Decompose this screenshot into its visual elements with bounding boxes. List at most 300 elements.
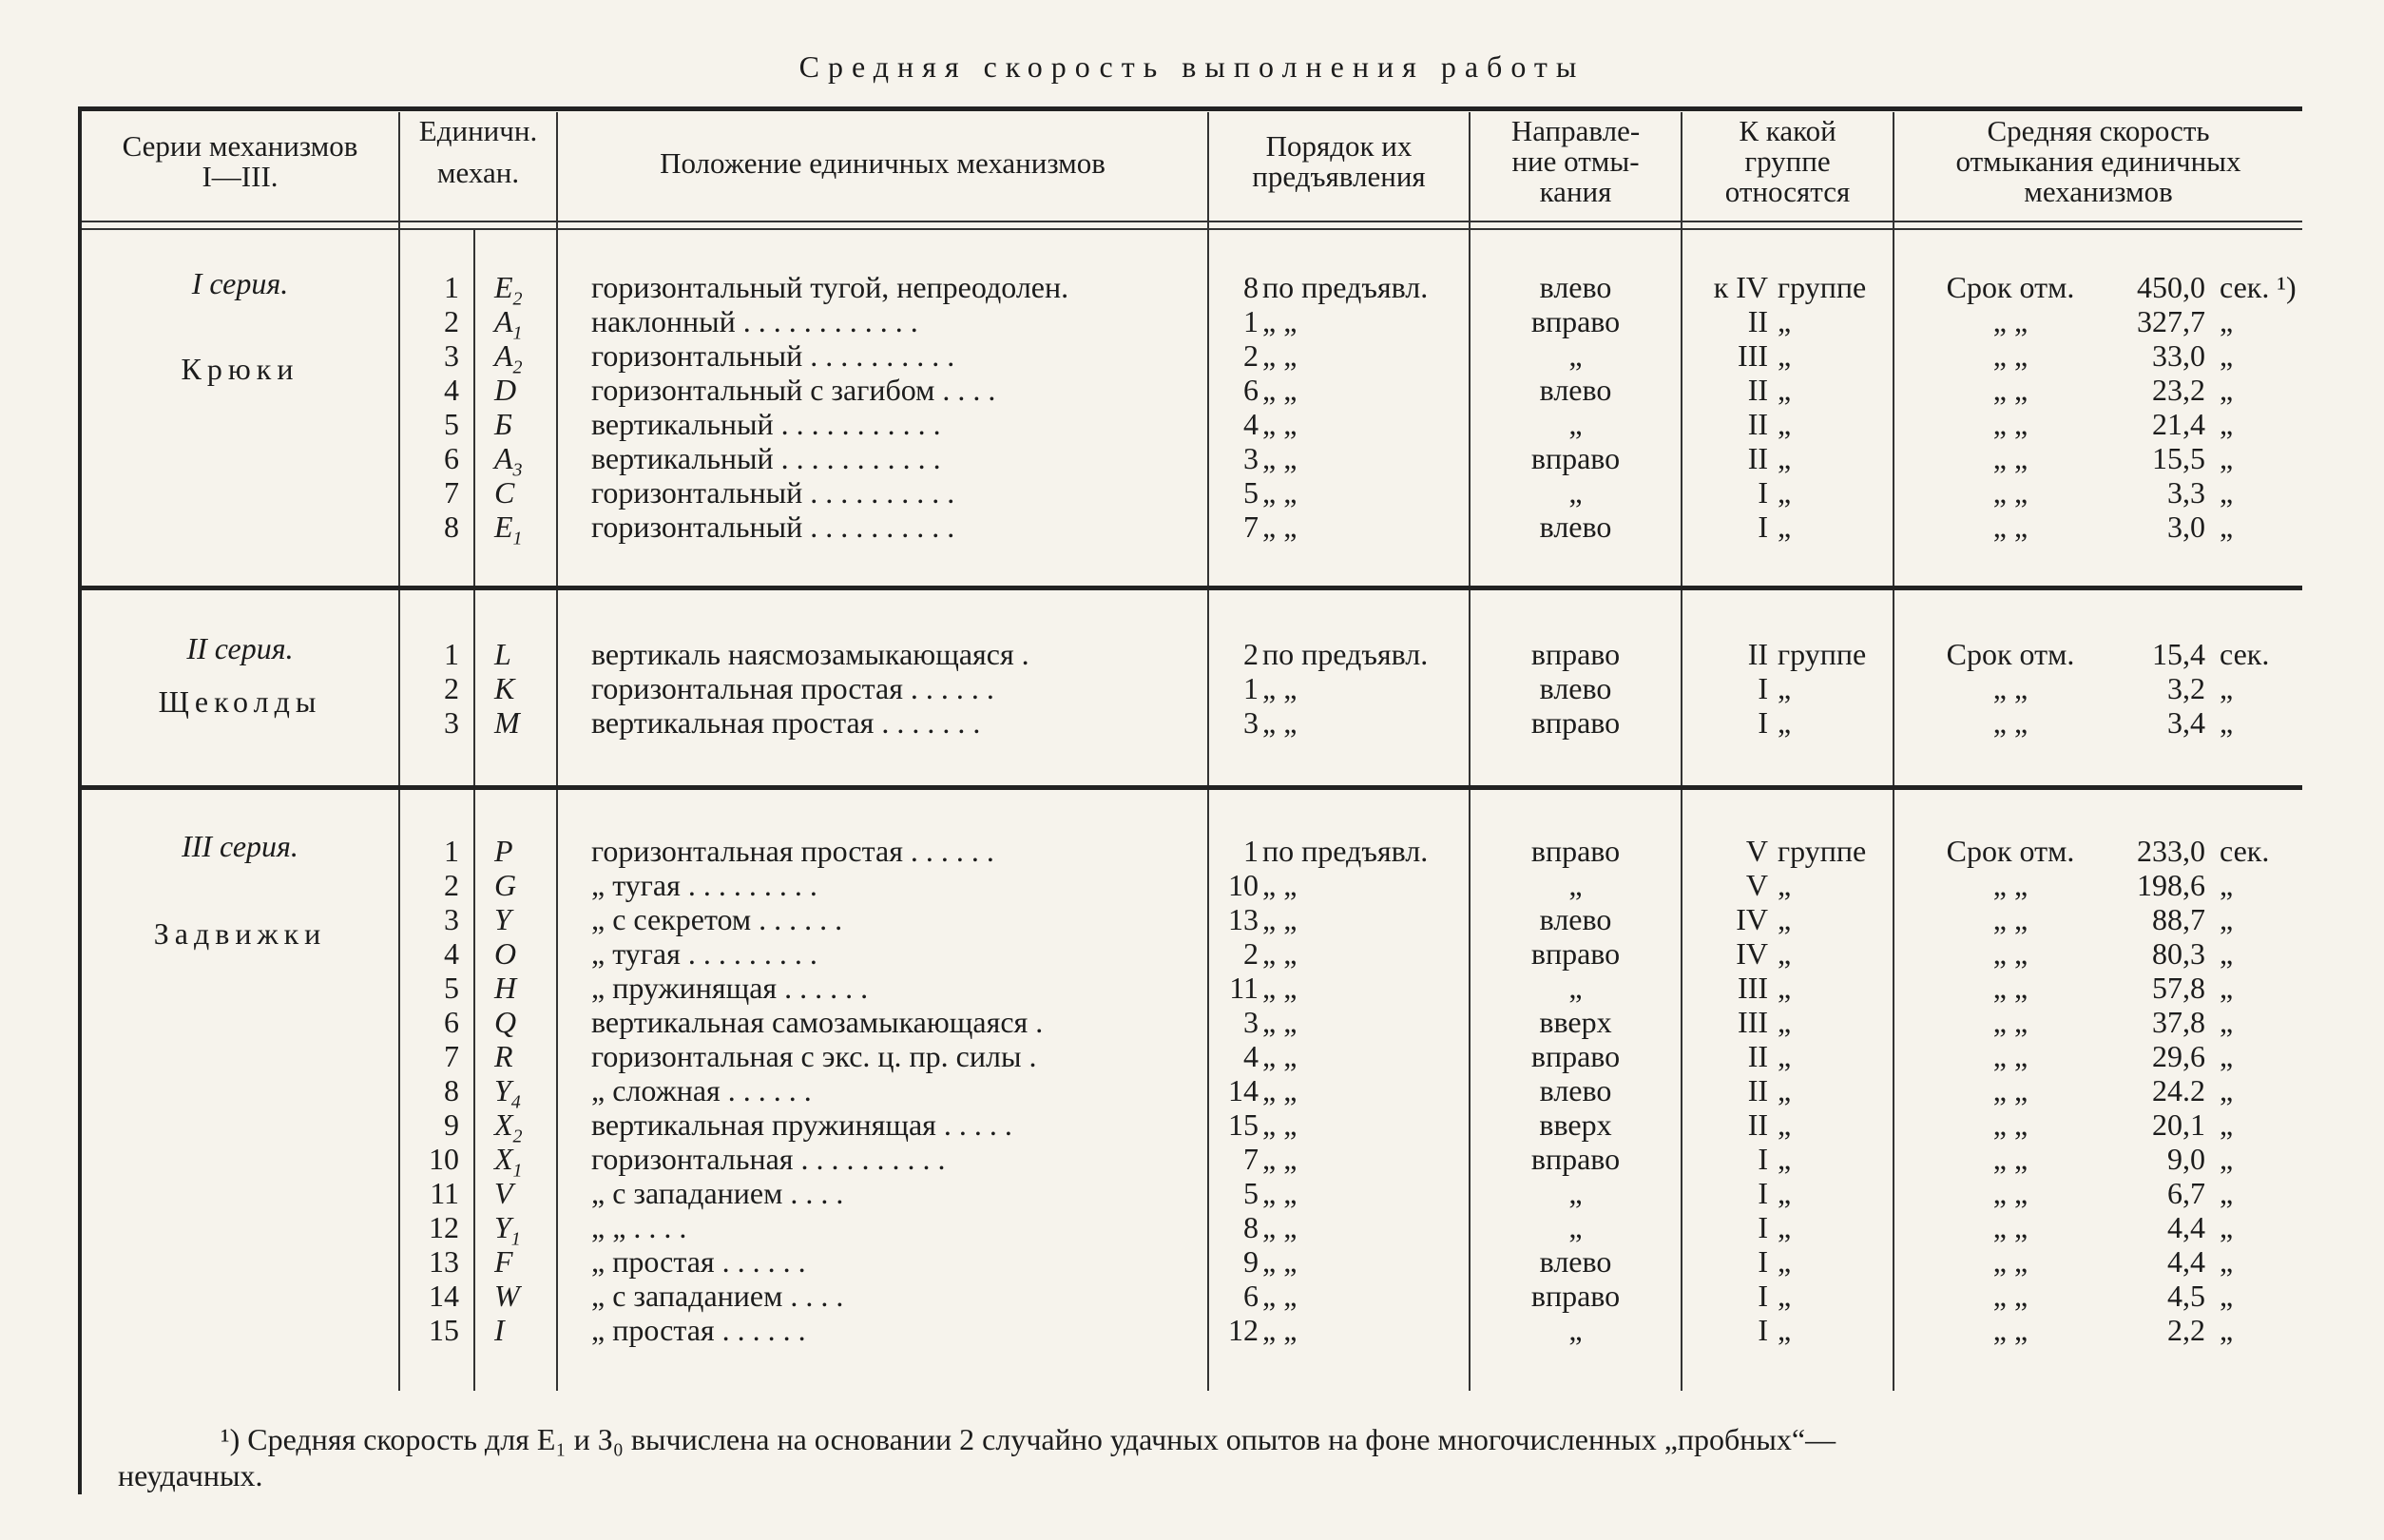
group-text: „	[1778, 475, 1792, 510]
unit-number: 8	[444, 510, 459, 544]
unit-number: 6	[444, 441, 459, 475]
table-row	[0, 1313, 2384, 1347]
unit-number: 5	[444, 971, 459, 1005]
table-row	[0, 971, 2384, 1005]
series-name: I серия.	[191, 266, 289, 300]
mechanism-symbol: $A_3$	[494, 441, 523, 481]
group-number: I	[1758, 1142, 1768, 1176]
order-number: 5	[1243, 475, 1259, 510]
group-number: III	[1738, 971, 1768, 1005]
speed-unit: „	[2220, 1073, 2234, 1107]
header-rule	[82, 228, 2302, 230]
direction-cell: „	[1568, 1210, 1583, 1244]
direction-cell: влево	[1539, 510, 1612, 544]
order-number: 8	[1243, 270, 1259, 304]
speed-value: 29,6	[2152, 1039, 2205, 1073]
speed-value: 3,2	[2167, 671, 2205, 705]
speed-unit: сек.	[2220, 834, 2270, 868]
table-row	[0, 270, 2384, 310]
order-number: 1	[1243, 671, 1259, 705]
position-cell: вертикальная самозамыкающаяся .	[591, 1005, 1044, 1039]
group-text: „	[1778, 1005, 1792, 1039]
speed-value: 33,0	[2152, 338, 2205, 373]
footnote-line: ¹) Средняя скорость для E₁ и З₀ вычислена на основании 2 случайно удачных опытов на фоне многочисленных „пробных“—	[221, 1422, 1836, 1456]
mechanism-symbol: V	[494, 1176, 513, 1210]
group-number: II	[1747, 373, 1768, 407]
unit-number: 13	[429, 1244, 459, 1279]
unit-number: 11	[430, 1176, 459, 1210]
mechanism-subscript: 2	[512, 356, 523, 378]
group-text: группе	[1778, 834, 1867, 868]
table-row	[0, 338, 2384, 378]
speed-unit: „	[2220, 902, 2234, 936]
group-number: I	[1758, 510, 1768, 544]
group-number: I	[1758, 1279, 1768, 1313]
order-number: 4	[1243, 1039, 1259, 1073]
series-label: Щеколды	[158, 684, 322, 719]
unit-number: 10	[429, 1142, 459, 1176]
order-text: „ „	[1262, 1142, 1298, 1176]
table-row	[0, 1176, 2384, 1210]
speed-value: 9,0	[2167, 1142, 2205, 1176]
order-text: „ „	[1262, 1176, 1298, 1210]
group-text: „	[1778, 407, 1792, 441]
position-cell: горизонтальный . . . . . . . . . .	[591, 338, 955, 373]
mechanism-symbol: Y	[494, 902, 511, 936]
header-group: К какой группе относятся	[1724, 114, 1851, 208]
speed-value: 3,4	[2167, 705, 2205, 740]
direction-cell: влево	[1539, 902, 1612, 936]
speed-unit: „	[2220, 1142, 2234, 1176]
page-title: Средняя скорость выполнения работы	[798, 49, 1586, 84]
order-text: „ „	[1262, 475, 1298, 510]
group-number: II	[1747, 1073, 1768, 1107]
order-text: „ „	[1262, 902, 1298, 936]
direction-cell: „	[1568, 407, 1583, 441]
mechanism-symbol: L	[494, 637, 511, 671]
table-row	[0, 1244, 2384, 1279]
mechanism-symbol: $Y_1$	[494, 1210, 521, 1250]
direction-cell: вверх	[1539, 1005, 1612, 1039]
group-number: I	[1758, 1210, 1768, 1244]
mechanism-symbol: $Y_4$	[494, 1073, 521, 1113]
position-cell: „ с секретом . . . . . .	[591, 902, 843, 936]
direction-cell: влево	[1539, 270, 1612, 304]
group-number: I	[1758, 1244, 1768, 1279]
mechanism-subscript: 1	[512, 1160, 523, 1182]
group-number: к IV	[1713, 270, 1768, 304]
unit-number: 4	[444, 936, 459, 971]
unit-number: 3	[444, 338, 459, 373]
order-number: 2	[1243, 936, 1259, 971]
order-number: 1	[1243, 304, 1259, 338]
speed-unit: сек. ¹)	[2220, 270, 2297, 304]
position-cell: вертикальная пружинящая . . . . .	[591, 1107, 1012, 1142]
group-text: „	[1778, 1142, 1792, 1176]
position-cell: „ с западанием . . . .	[591, 1279, 844, 1313]
speed-unit: „	[2220, 705, 2234, 740]
direction-cell: „	[1568, 475, 1583, 510]
group-number: II	[1747, 441, 1768, 475]
speed-value: 23,2	[2152, 373, 2205, 407]
mechanism-symbol: Q	[494, 1005, 517, 1039]
direction-cell: „	[1568, 971, 1583, 1005]
speed-value: 327,7	[2137, 304, 2205, 338]
term-label: „ „	[1992, 1210, 2028, 1244]
speed-value: 4,4	[2167, 1210, 2205, 1244]
order-number: 6	[1243, 1279, 1259, 1313]
term-label: „ „	[1992, 1005, 2028, 1039]
direction-cell: вправо	[1530, 304, 1621, 338]
table-row	[0, 834, 2384, 868]
direction-cell: вправо	[1530, 1279, 1621, 1313]
speed-unit: „	[2220, 373, 2234, 407]
order-text: „ „	[1262, 1313, 1298, 1347]
order-number: 14	[1228, 1073, 1259, 1107]
mechanism-symbol: G	[494, 868, 517, 902]
order-number: 7	[1243, 1142, 1259, 1176]
position-cell: вертикальная простая . . . . . . .	[591, 705, 981, 740]
group-number: III	[1738, 1005, 1768, 1039]
speed-unit: „	[2220, 1107, 2234, 1142]
speed-value: 21,4	[2152, 407, 2205, 441]
group-text: „	[1778, 1176, 1792, 1210]
group-text: „	[1778, 902, 1792, 936]
header-direction: Направле- ние отмы- кания	[1510, 114, 1641, 208]
position-cell: вертикальный . . . . . . . . . . .	[591, 407, 941, 441]
position-cell: „ сложная . . . . . .	[591, 1073, 812, 1107]
unit-number: 3	[444, 705, 459, 740]
order-text: „ „	[1262, 441, 1298, 475]
speed-value: 3,3	[2167, 475, 2205, 510]
speed-unit: „	[2220, 671, 2234, 705]
speed-unit: „	[2220, 441, 2234, 475]
group-text: „	[1778, 671, 1792, 705]
mechanism-symbol: $A_2$	[494, 338, 523, 378]
order-number: 5	[1243, 1176, 1259, 1210]
order-text: „ „	[1262, 936, 1298, 971]
series-name: III серия.	[182, 829, 298, 863]
speed-value: 2,2	[2167, 1313, 2205, 1347]
table-row	[0, 1005, 2384, 1039]
term-label: „ „	[1992, 338, 2028, 373]
speed-unit: „	[2220, 1005, 2234, 1039]
term-label: „ „	[1992, 1176, 2028, 1210]
order-text: по предъявл.	[1262, 270, 1429, 304]
position-cell: „ тугая . . . . . . . . .	[591, 868, 817, 902]
speed-unit: „	[2220, 1176, 2234, 1210]
position-cell: вертикаль наясмозамыкающаяся .	[591, 637, 1029, 671]
term-label: „ „	[1992, 671, 2028, 705]
direction-cell: вправо	[1530, 1039, 1621, 1073]
speed-unit: „	[2220, 304, 2234, 338]
mechanism-subscript: 2	[512, 288, 523, 310]
group-text: „	[1778, 868, 1792, 902]
term-label: „ „	[1992, 705, 2028, 740]
mechanism-subscript: 1	[512, 322, 523, 344]
mechanism-symbol: H	[494, 971, 517, 1005]
group-number: I	[1758, 705, 1768, 740]
term-label: „ „	[1992, 868, 2028, 902]
table-row	[0, 407, 2384, 441]
order-number: 4	[1243, 407, 1259, 441]
header-unit: Единичн. механ.	[418, 114, 538, 189]
term-label: „ „	[1992, 936, 2028, 971]
term-label: „ „	[1992, 971, 2028, 1005]
group-text: „	[1778, 936, 1792, 971]
group-text: „	[1778, 1210, 1792, 1244]
group-number: I	[1758, 1176, 1768, 1210]
speed-unit: „	[2220, 936, 2234, 971]
direction-cell: „	[1568, 338, 1583, 373]
term-label: Срок отм.	[1946, 270, 2075, 304]
speed-value: 20,1	[2152, 1107, 2205, 1142]
unit-number: 9	[444, 1107, 459, 1142]
unit-number: 4	[444, 373, 459, 407]
mechanism-subscript: 4	[510, 1091, 521, 1113]
order-text: „ „	[1262, 705, 1298, 740]
group-text: „	[1778, 510, 1792, 544]
speed-unit: „	[2220, 1244, 2234, 1279]
mechanism-symbol: P	[494, 834, 513, 868]
header-speed: Средняя скорость отмыкания единичных механизмов	[1955, 114, 2241, 208]
order-text: „ „	[1262, 971, 1298, 1005]
unit-number: 2	[444, 671, 459, 705]
mechanism-symbol: $X_2$	[494, 1107, 523, 1147]
term-label: „ „	[1992, 1073, 2028, 1107]
order-text: „ „	[1262, 1073, 1298, 1107]
order-number: 10	[1228, 868, 1259, 902]
speed-unit: „	[2220, 971, 2234, 1005]
order-text: „ „	[1262, 510, 1298, 544]
unit-number: 12	[429, 1210, 459, 1244]
direction-cell: вправо	[1530, 936, 1621, 971]
group-text: „	[1778, 373, 1792, 407]
position-cell: горизонтальный с загибом . . . .	[591, 373, 996, 407]
speed-unit: сек.	[2220, 637, 2270, 671]
position-cell: „ „ . . . .	[591, 1210, 687, 1244]
speed-value: 15,5	[2152, 441, 2205, 475]
table-row	[0, 637, 2384, 671]
mechanism-symbol: I	[494, 1313, 505, 1347]
position-cell: горизонтальная с экс. ц. пр. силы .	[591, 1039, 1037, 1073]
speed-value: 6,7	[2167, 1176, 2205, 1210]
group-number: V	[1745, 868, 1768, 902]
group-text: „	[1778, 1244, 1792, 1279]
term-label: „ „	[1992, 902, 2028, 936]
series-label: Задвижки	[153, 916, 327, 951]
order-text: „ „	[1262, 1244, 1298, 1279]
group-number: I	[1758, 671, 1768, 705]
mechanism-subscript: 2	[512, 1126, 523, 1147]
speed-value: 37,8	[2152, 1005, 2205, 1039]
direction-cell: „	[1568, 1313, 1583, 1347]
order-number: 15	[1228, 1107, 1259, 1142]
table-row	[0, 936, 2384, 971]
group-text: „	[1778, 971, 1792, 1005]
mechanism-symbol: R	[494, 1039, 513, 1073]
table-row	[0, 902, 2384, 936]
series-label: Крюки	[181, 352, 299, 386]
table-row	[0, 705, 2384, 740]
table-row	[0, 1142, 2384, 1182]
group-number: IV	[1736, 936, 1768, 971]
position-cell: горизонтальный . . . . . . . . . .	[591, 510, 955, 544]
speed-unit: „	[2220, 868, 2234, 902]
speed-unit: „	[2220, 1210, 2234, 1244]
speed-unit: „	[2220, 338, 2234, 373]
speed-unit: „	[2220, 407, 2234, 441]
position-cell: горизонтальная простая . . . . . .	[591, 834, 994, 868]
order-number: 2	[1243, 637, 1259, 671]
mechanism-subscript: 1	[510, 1228, 521, 1250]
unit-number: 7	[444, 475, 459, 510]
speed-unit: „	[2220, 1313, 2234, 1347]
table-row	[0, 1210, 2384, 1250]
direction-cell: влево	[1539, 671, 1612, 705]
order-text: „ „	[1262, 868, 1298, 902]
order-text: „ „	[1262, 1005, 1298, 1039]
group-text: „	[1778, 441, 1792, 475]
term-label: „ „	[1992, 510, 2028, 544]
order-number: 8	[1243, 1210, 1259, 1244]
header-position: Положение единичных механизмов	[660, 146, 1105, 180]
position-cell: горизонтальная простая . . . . . .	[591, 671, 994, 705]
table-row	[0, 441, 2384, 481]
direction-cell: вправо	[1530, 637, 1621, 671]
header-series: Серии механизмов I—III.	[122, 129, 358, 193]
direction-cell: „	[1568, 1176, 1583, 1210]
term-label: „ „	[1992, 373, 2028, 407]
speed-unit: „	[2220, 1279, 2234, 1313]
speed-value: 233,0	[2137, 834, 2205, 868]
unit-number: 5	[444, 407, 459, 441]
order-text: „ „	[1262, 1107, 1298, 1142]
speed-value: 57,8	[2152, 971, 2205, 1005]
table-row	[0, 373, 2384, 407]
header-order: Порядок их предъявления	[1252, 129, 1426, 193]
group-number: III	[1738, 338, 1768, 373]
term-label: „ „	[1992, 475, 2028, 510]
order-text: „ „	[1262, 407, 1298, 441]
group-number: IV	[1736, 902, 1768, 936]
mechanism-symbol: M	[494, 705, 520, 740]
speed-value: 80,3	[2152, 936, 2205, 971]
mechanism-symbol: $E_2$	[494, 270, 523, 310]
mechanism-symbol: K	[494, 671, 515, 705]
order-number: 3	[1243, 1005, 1259, 1039]
speed-value: 24.2	[2152, 1073, 2205, 1107]
mechanism-symbol: Б	[494, 407, 512, 441]
term-label: „ „	[1992, 1107, 2028, 1142]
speed-value: 198,6	[2137, 868, 2205, 902]
group-number: II	[1747, 407, 1768, 441]
term-label: „ „	[1992, 1142, 2028, 1176]
order-number: 9	[1243, 1244, 1259, 1279]
group-text: „	[1778, 705, 1792, 740]
unit-number: 14	[429, 1279, 459, 1313]
table-row	[0, 304, 2384, 344]
direction-cell: вверх	[1539, 1107, 1612, 1142]
position-cell: „ тугая . . . . . . . . .	[591, 936, 817, 971]
footnote-line: неудачных.	[118, 1458, 263, 1492]
position-cell: наклонный . . . . . . . . . . . .	[591, 304, 918, 338]
order-number: 3	[1243, 441, 1259, 475]
order-number: 12	[1228, 1313, 1259, 1347]
position-cell: „ простая . . . . . .	[591, 1313, 806, 1347]
term-label: Срок отм.	[1946, 637, 2075, 671]
unit-number: 1	[444, 834, 459, 868]
mechanism-symbol: $X_1$	[494, 1142, 523, 1182]
table-row	[0, 1073, 2384, 1113]
term-label: „ „	[1992, 441, 2028, 475]
mechanism-symbol: D	[494, 373, 517, 407]
term-label: „ „	[1992, 304, 2028, 338]
group-text: „	[1778, 1313, 1792, 1347]
order-number: 7	[1243, 510, 1259, 544]
table-row	[0, 1039, 2384, 1073]
position-cell: „ простая . . . . . .	[591, 1244, 806, 1279]
group-text: „	[1778, 304, 1792, 338]
order-number: 11	[1229, 971, 1259, 1005]
order-text: по предъявл.	[1262, 637, 1429, 671]
order-number: 1	[1243, 834, 1259, 868]
order-text: „ „	[1262, 338, 1298, 373]
term-label: „ „	[1992, 407, 2028, 441]
position-cell: „ с западанием . . . .	[591, 1176, 844, 1210]
mechanism-subscript: 3	[512, 459, 523, 481]
group-text: „	[1778, 1107, 1792, 1142]
order-text: „ „	[1262, 671, 1298, 705]
direction-cell: вправо	[1530, 705, 1621, 740]
group-number: II	[1747, 304, 1768, 338]
position-cell: горизонтальный тугой, непреодолен.	[591, 270, 1069, 304]
term-label: „ „	[1992, 1313, 2028, 1347]
group-number: II	[1747, 1039, 1768, 1073]
order-number: 3	[1243, 705, 1259, 740]
direction-cell: вправо	[1530, 834, 1621, 868]
speed-unit: „	[2220, 510, 2234, 544]
mechanism-symbol: $E_1$	[494, 510, 523, 549]
speed-unit: „	[2220, 1039, 2234, 1073]
speed-value: 4,4	[2167, 1244, 2205, 1279]
unit-number: 1	[444, 270, 459, 304]
speed-value: 15,4	[2152, 637, 2205, 671]
unit-number: 7	[444, 1039, 459, 1073]
unit-number: 15	[429, 1313, 459, 1347]
unit-number: 2	[444, 304, 459, 338]
direction-cell: влево	[1539, 1244, 1612, 1279]
direction-cell: влево	[1539, 373, 1612, 407]
table-row	[0, 1107, 2384, 1147]
mechanism-symbol: $A_1$	[494, 304, 523, 344]
table-row	[0, 671, 2384, 705]
mechanism-symbol: F	[494, 1244, 513, 1279]
group-text: группе	[1778, 270, 1867, 304]
table-row	[0, 510, 2384, 549]
term-label: „ „	[1992, 1279, 2028, 1313]
term-label: „ „	[1992, 1244, 2028, 1279]
group-text: группе	[1778, 637, 1867, 671]
group-text: „	[1778, 1073, 1792, 1107]
unit-number: 3	[444, 902, 459, 936]
series-divider	[82, 586, 2302, 590]
order-number: 6	[1243, 373, 1259, 407]
mechanism-subscript: 1	[512, 528, 523, 549]
speed-value: 3,0	[2167, 510, 2205, 544]
speed-value: 450,0	[2137, 270, 2205, 304]
mechanism-symbol: C	[494, 475, 515, 510]
